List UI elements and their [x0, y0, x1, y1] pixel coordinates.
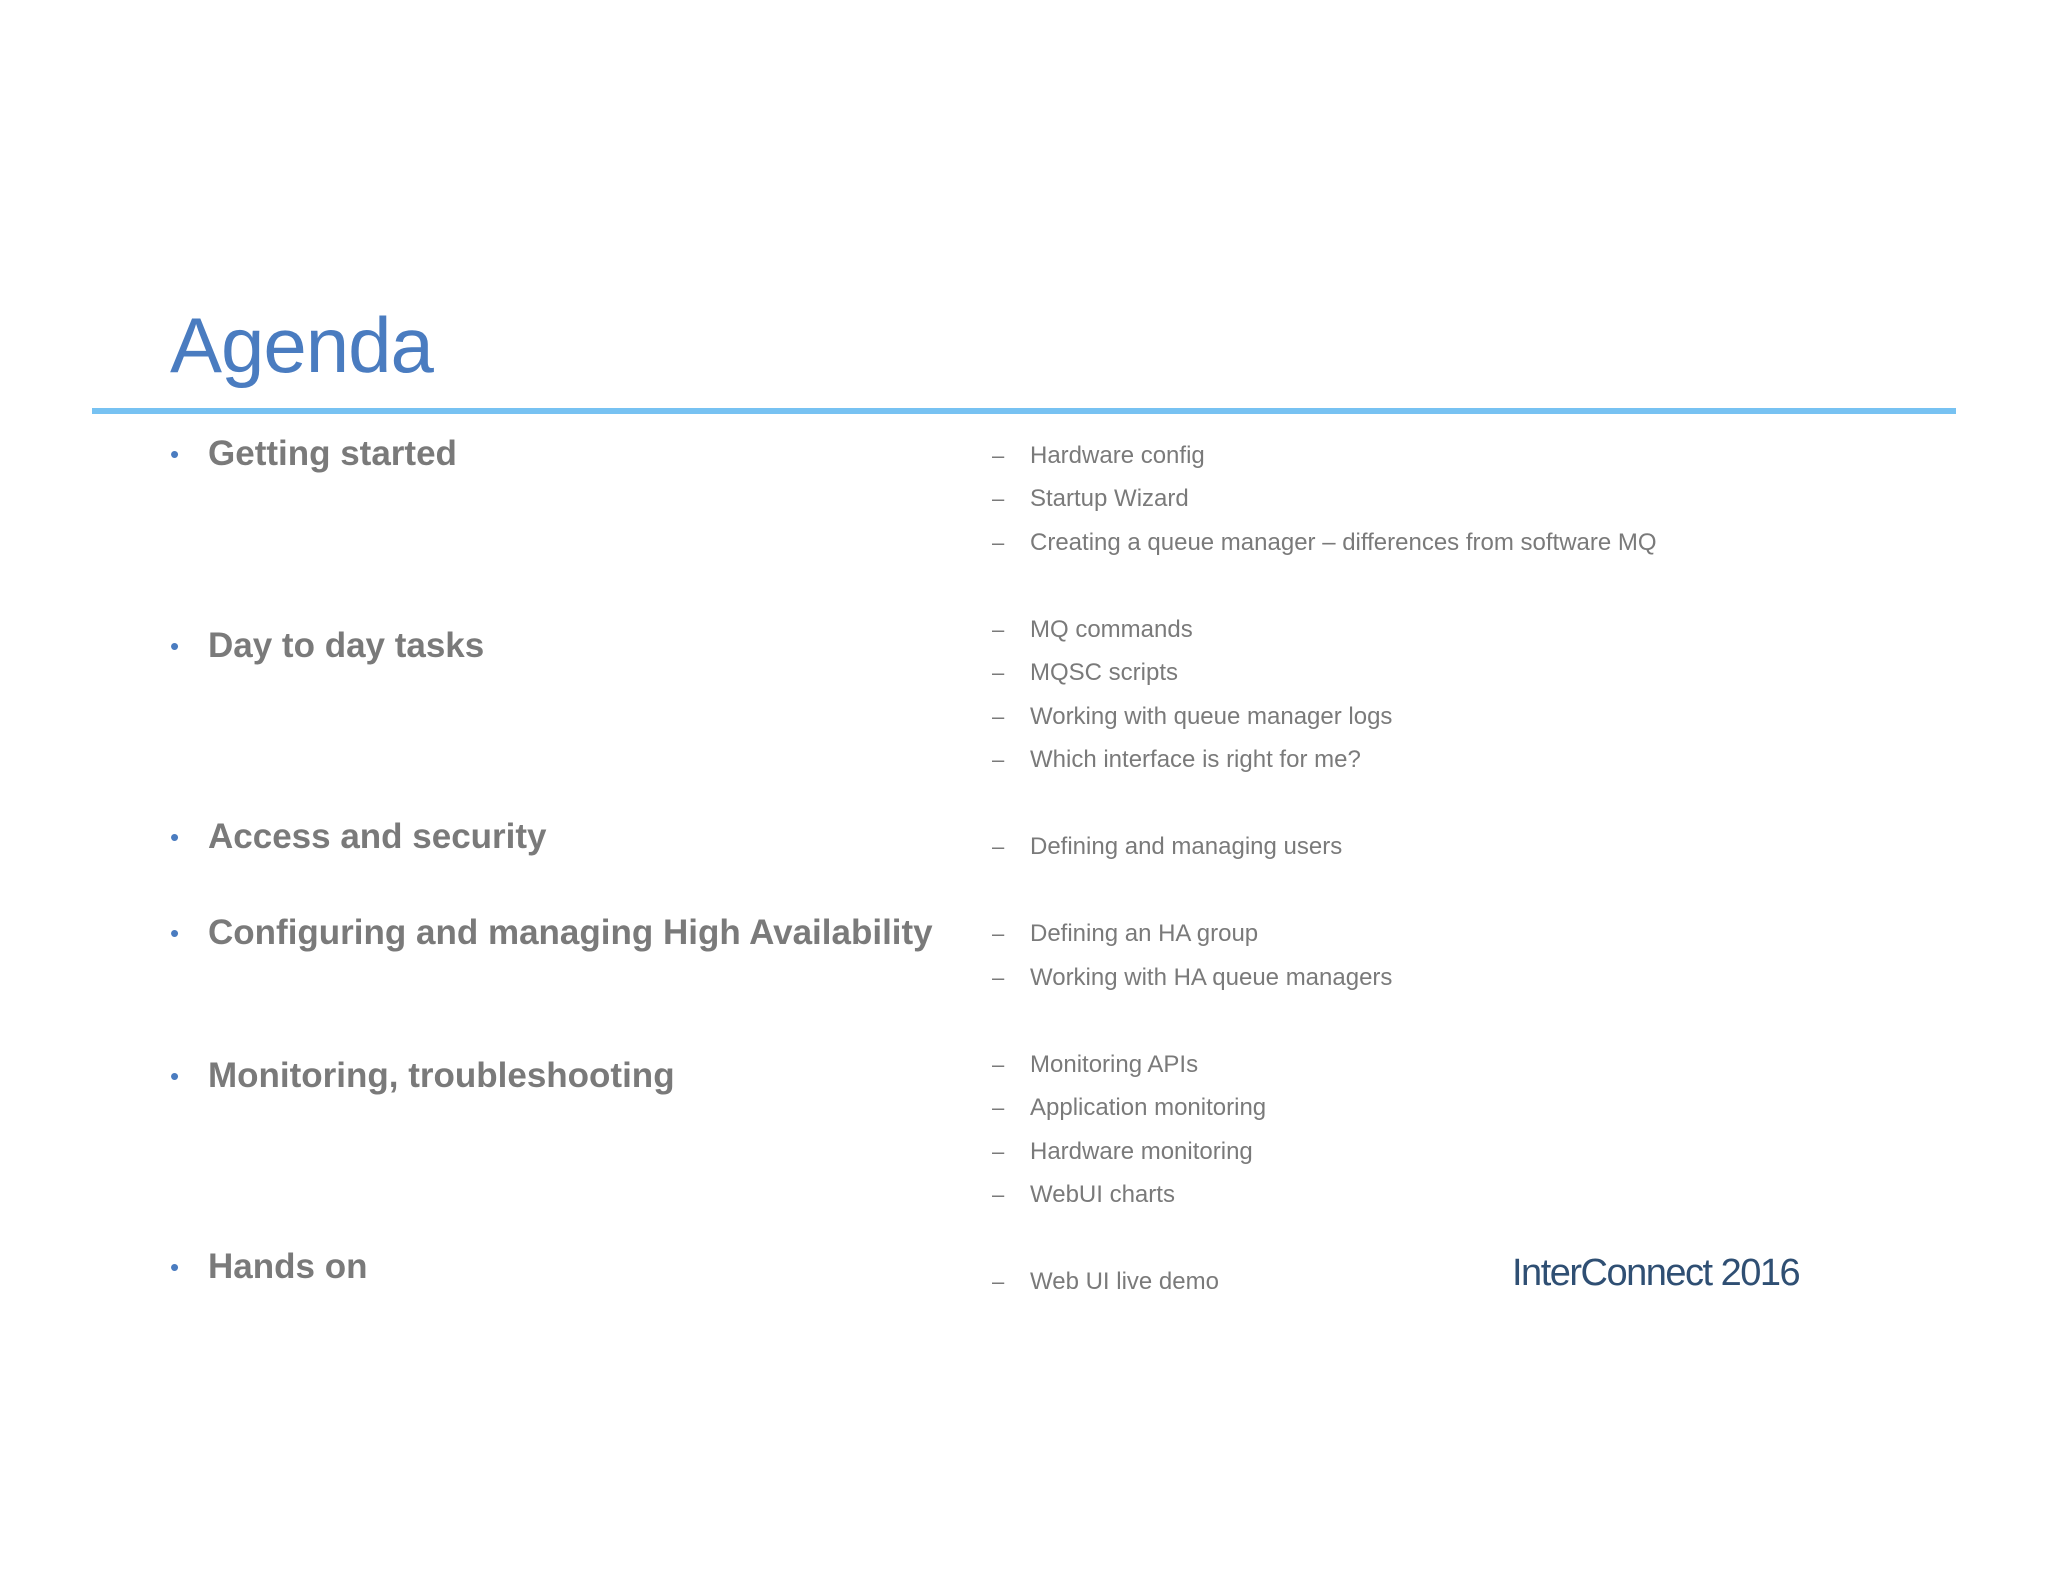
agenda-subtopic — [992, 1047, 1198, 1083]
slide-title: Agenda — [170, 301, 433, 389]
bullet-icon: • — [170, 822, 180, 852]
agenda-subtopic — [992, 1264, 1219, 1300]
agenda-subtopic — [992, 438, 1205, 474]
subtopic-label: Defining an HA group — [1030, 920, 1259, 947]
dash-icon: – — [992, 921, 1005, 946]
agenda-subtopic — [992, 960, 1392, 996]
agenda-subtopic — [992, 525, 1657, 561]
agenda-subtopic — [992, 699, 1392, 735]
interconnect-logo: InterConnect 2016 — [1512, 1252, 1800, 1294]
bullet-icon: • — [170, 631, 180, 661]
subtopic-label: Application monitoring — [1030, 1094, 1267, 1121]
topic-label: Access and security — [208, 817, 547, 856]
subtopic-label: Which interface is right for me? — [1030, 746, 1361, 773]
dash-icon: – — [992, 530, 1005, 555]
dash-icon: – — [992, 965, 1005, 990]
dash-icon: – — [992, 660, 1005, 685]
agenda-subtopic — [992, 481, 1189, 517]
dash-icon: – — [992, 747, 1005, 772]
agenda-topic — [170, 911, 933, 955]
subtopic-label: Hardware config — [1030, 442, 1205, 469]
topic-label: Hands on — [208, 1247, 368, 1286]
agenda-topic — [170, 1245, 367, 1289]
bullet-icon: • — [170, 1061, 180, 1091]
agenda-subtopic — [992, 742, 1361, 778]
dash-icon: – — [992, 486, 1005, 511]
dash-icon: – — [992, 617, 1005, 642]
subtopic-label: MQSC scripts — [1030, 659, 1179, 686]
subtopic-label: Monitoring APIs — [1030, 1051, 1199, 1078]
subtopic-label: Working with queue manager logs — [1030, 703, 1393, 730]
topic-label: Configuring and managing High Availability — [208, 913, 933, 952]
agenda-subtopic — [992, 916, 1258, 952]
dash-icon: – — [992, 443, 1005, 468]
dash-icon: – — [992, 1139, 1005, 1164]
agenda-subtopic — [992, 612, 1193, 648]
topic-label: Monitoring, troubleshooting — [208, 1056, 675, 1095]
agenda-topic — [170, 1054, 675, 1098]
bullet-icon: • — [170, 1252, 180, 1282]
agenda-subtopic — [992, 829, 1342, 865]
agenda-topic — [170, 815, 547, 859]
bullet-icon: • — [170, 439, 180, 469]
subtopic-label: Defining and managing users — [1030, 833, 1343, 860]
topic-label: Getting started — [208, 434, 457, 473]
agenda-topic — [170, 624, 484, 668]
agenda-subtopic — [992, 1090, 1266, 1126]
agenda-subtopic — [992, 1177, 1175, 1213]
dash-icon: – — [992, 834, 1005, 859]
subtopic-label: Hardware monitoring — [1030, 1138, 1253, 1165]
agenda-subtopic — [992, 655, 1178, 691]
dash-icon: – — [992, 1095, 1005, 1120]
subtopic-label: Web UI live demo — [1030, 1268, 1219, 1295]
dash-icon: – — [992, 1269, 1005, 1294]
title-divider — [92, 408, 1956, 414]
subtopic-label: Creating a queue manager – differences from software MQ — [1030, 529, 1657, 556]
subtopic-label: Working with HA queue managers — [1030, 964, 1393, 991]
agenda-subtopic — [992, 1134, 1253, 1170]
dash-icon: – — [992, 1052, 1005, 1077]
subtopic-label: MQ commands — [1030, 616, 1193, 643]
topic-label: Day to day tasks — [208, 626, 485, 665]
subtopic-label: Startup Wizard — [1030, 485, 1189, 512]
agenda-topic — [170, 432, 457, 476]
subtopic-label: WebUI charts — [1030, 1181, 1175, 1208]
dash-icon: – — [992, 704, 1005, 729]
bullet-icon: • — [170, 918, 180, 948]
dash-icon: – — [992, 1182, 1005, 1207]
